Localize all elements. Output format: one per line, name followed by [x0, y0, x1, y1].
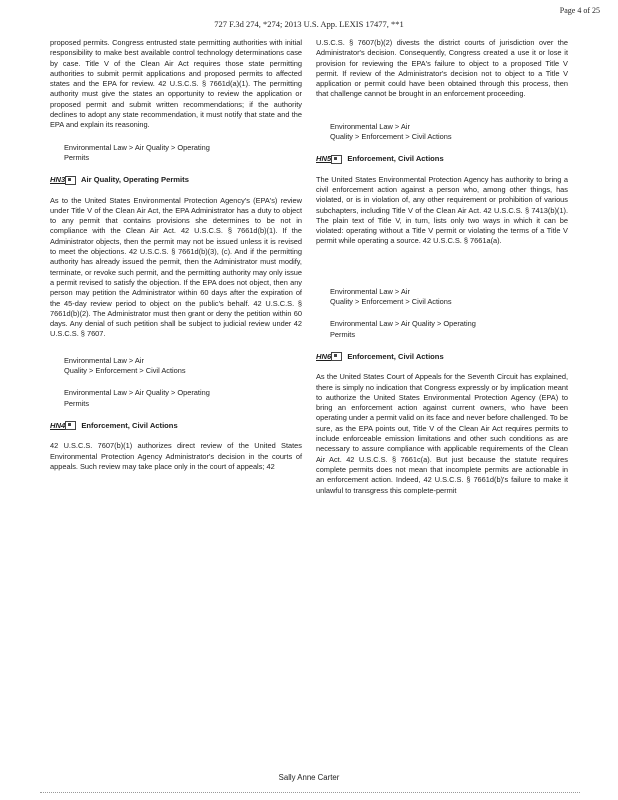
- footer-rule: [40, 792, 580, 793]
- headnote-heading-hn5: [316, 154, 568, 164]
- footer-name: Sally Anne Carter: [278, 773, 340, 782]
- headnote-heading-hn3: [50, 175, 302, 185]
- left-column: [50, 38, 302, 478]
- topic-path-2[interactable]: [64, 356, 302, 377]
- running-header: 727 F.3d 274, *274; 2013 U.S. App. LEXIS 17477, **1: [214, 19, 404, 29]
- headnote-heading-hn6: [316, 352, 568, 362]
- headnote-icon[interactable]: [65, 176, 76, 185]
- topic-line: Permits: [64, 398, 90, 408]
- topic-path-3[interactable]: [64, 388, 302, 409]
- headnote-title: Air Quality, Operating Permits: [81, 175, 189, 185]
- topic-line: Environmental Law > Air: [64, 355, 144, 365]
- headnote-tag[interactable]: HN5: [316, 154, 332, 164]
- topic-path-5[interactable]: [330, 287, 568, 308]
- headnote-icon[interactable]: [331, 352, 342, 361]
- topic-line: Quality > Enforcement > Civil Actions: [64, 366, 186, 376]
- right-paragraph-3: As the United States Court of Appeals for the Seventh Circuit has explained, there is simply no indication that Congress expressly or by implication meant to authorize the United States Environmental Protection Agency (EPA) to bring an enforcement action against current owners, who have been operating under a permit valid on its face and never before challenged. To be sure, as the EPA points out, Title V of the Clean Air Act requires permits to include enforceable emission limitations and other such conditions as are necessary to assure compliance with applicable requirements of the Clean Air Act. 42 U.S.C.S. § 7661c(a). But just because the statute requires complete permits does not mean that incomplete permits are actionable in an enforcement action. Indeed, 42 U.S.C.S. § 7661d(b)'s failure to make it unlawful to transgress this complete-permit: [316, 372, 568, 495]
- topic-line: Environmental Law > Air: [330, 286, 410, 296]
- headnote-title: Enforcement, Civil Actions: [81, 420, 178, 430]
- headnote-tag[interactable]: HN6: [316, 351, 332, 361]
- topic-path-6[interactable]: [330, 319, 568, 340]
- right-column: [316, 38, 568, 502]
- headnote-tag[interactable]: HN3: [50, 175, 66, 185]
- topic-line: Permits: [330, 329, 356, 339]
- topic-line: Permits: [64, 152, 90, 162]
- headnote-icon[interactable]: [65, 421, 76, 430]
- right-paragraph-1: U.S.C.S. § 7607(b)(2) divests the district courts of jurisdiction over the Administrator's decision. Consequently, Congress created a use it or lose it provision for reviewing the EPA's failure to object to a proposed Title V permit. If review of the Administrator's decision not to object to a Title V application or permit could have been obtained through this process, then that challenge cannot be brought in an enforcement proceeding.: [316, 38, 568, 99]
- headnote-title: Enforcement, Civil Actions: [347, 351, 444, 361]
- topic-line: Quality > Enforcement > Civil Actions: [330, 132, 452, 142]
- topic-path-4[interactable]: [330, 122, 568, 143]
- topic-line: Environmental Law > Air: [330, 121, 410, 131]
- topic-line: Environmental Law > Air Quality > Operating: [64, 388, 210, 398]
- topic-line: Environmental Law > Air Quality > Operating: [64, 142, 210, 152]
- left-paragraph-2: As to the United States Environmental Protection Agency's (EPA's) review under Title V of the Clean Air Act, the EPA Administrator has a duty to object to any permit that contains provisions she determines to be not in compliance with the Clean Air Act. 42 U.S.C.S. § 7661d(b)(1). If the Administrator objects, then the permit may not be issued unless it is revised to meet the objections. 42 U.S.C.S. § 7661d(b)(3), (c). And if the permitting authority has already issued the permit, then the Administrator must modify, terminate, or revoke such permit, and the permitting authority may only issue a permit revised to satisfy the objection. If the EPA does not object, then any person may petition the Administrator within 60 days after the expiration of the 45-day review period to object on the public's behalf. 42 U.S.C.S. § 7661d(b)(2). The Administrator must then grant or deny the petition within 60 days. Any denial of such petition shall be subject to judicial review under 42 U.S.C.S. § 7607.: [50, 195, 302, 339]
- page-number: Page 4 of 25: [559, 6, 600, 15]
- headnote-icon[interactable]: [331, 155, 342, 164]
- topic-path-1[interactable]: [64, 143, 302, 164]
- headnote-title: Enforcement, Civil Actions: [347, 154, 444, 164]
- left-paragraph-1: proposed permits. Congress entrusted state permitting authorities with initial responsibility to make best available control technology determinations case by case. Title V of the Clean Air Act requires those state permitting authorities to submit permit applications and proposed permits to affected states and the EPA for review. 42 U.S.C.S. § 7661d(a)(1). The permitting authority must give the states an opportunity to review the application or proposed permit and submit written recommendations; if the authority declines to adopt any state recommendation, it must notify that state and the EPA and explain its reasoning.: [50, 38, 302, 130]
- headnote-tag[interactable]: HN4: [50, 420, 66, 430]
- right-paragraph-2: The United States Environmental Protection Agency has authority to bring a civil enforcement action against a person who, among other things, has violated, or is in violation of, any other requirement or prohibition of various subchapters, including Title V of the Clean Air Act. 42 U.S.C.S. § 7413(b)(1). The plain text of Title V, in turn, lists only two ways in which it can be violated: operating without a Title V permit or violating the terms of a Title V permit while operating a source. 42 U.S.C.S. § 7661a(a).: [316, 174, 568, 246]
- topic-line: Environmental Law > Air Quality > Operating: [330, 319, 476, 329]
- topic-line: Quality > Enforcement > Civil Actions: [330, 297, 452, 307]
- headnote-heading-hn4: [50, 421, 302, 431]
- left-paragraph-3: 42 U.S.C.S. 7607(b)(1) authorizes direct review of the United States Environmental Protection Agency Administrator's decision in the courts of appeals. Such review may take place only in the court of appeals; 42: [50, 441, 302, 471]
